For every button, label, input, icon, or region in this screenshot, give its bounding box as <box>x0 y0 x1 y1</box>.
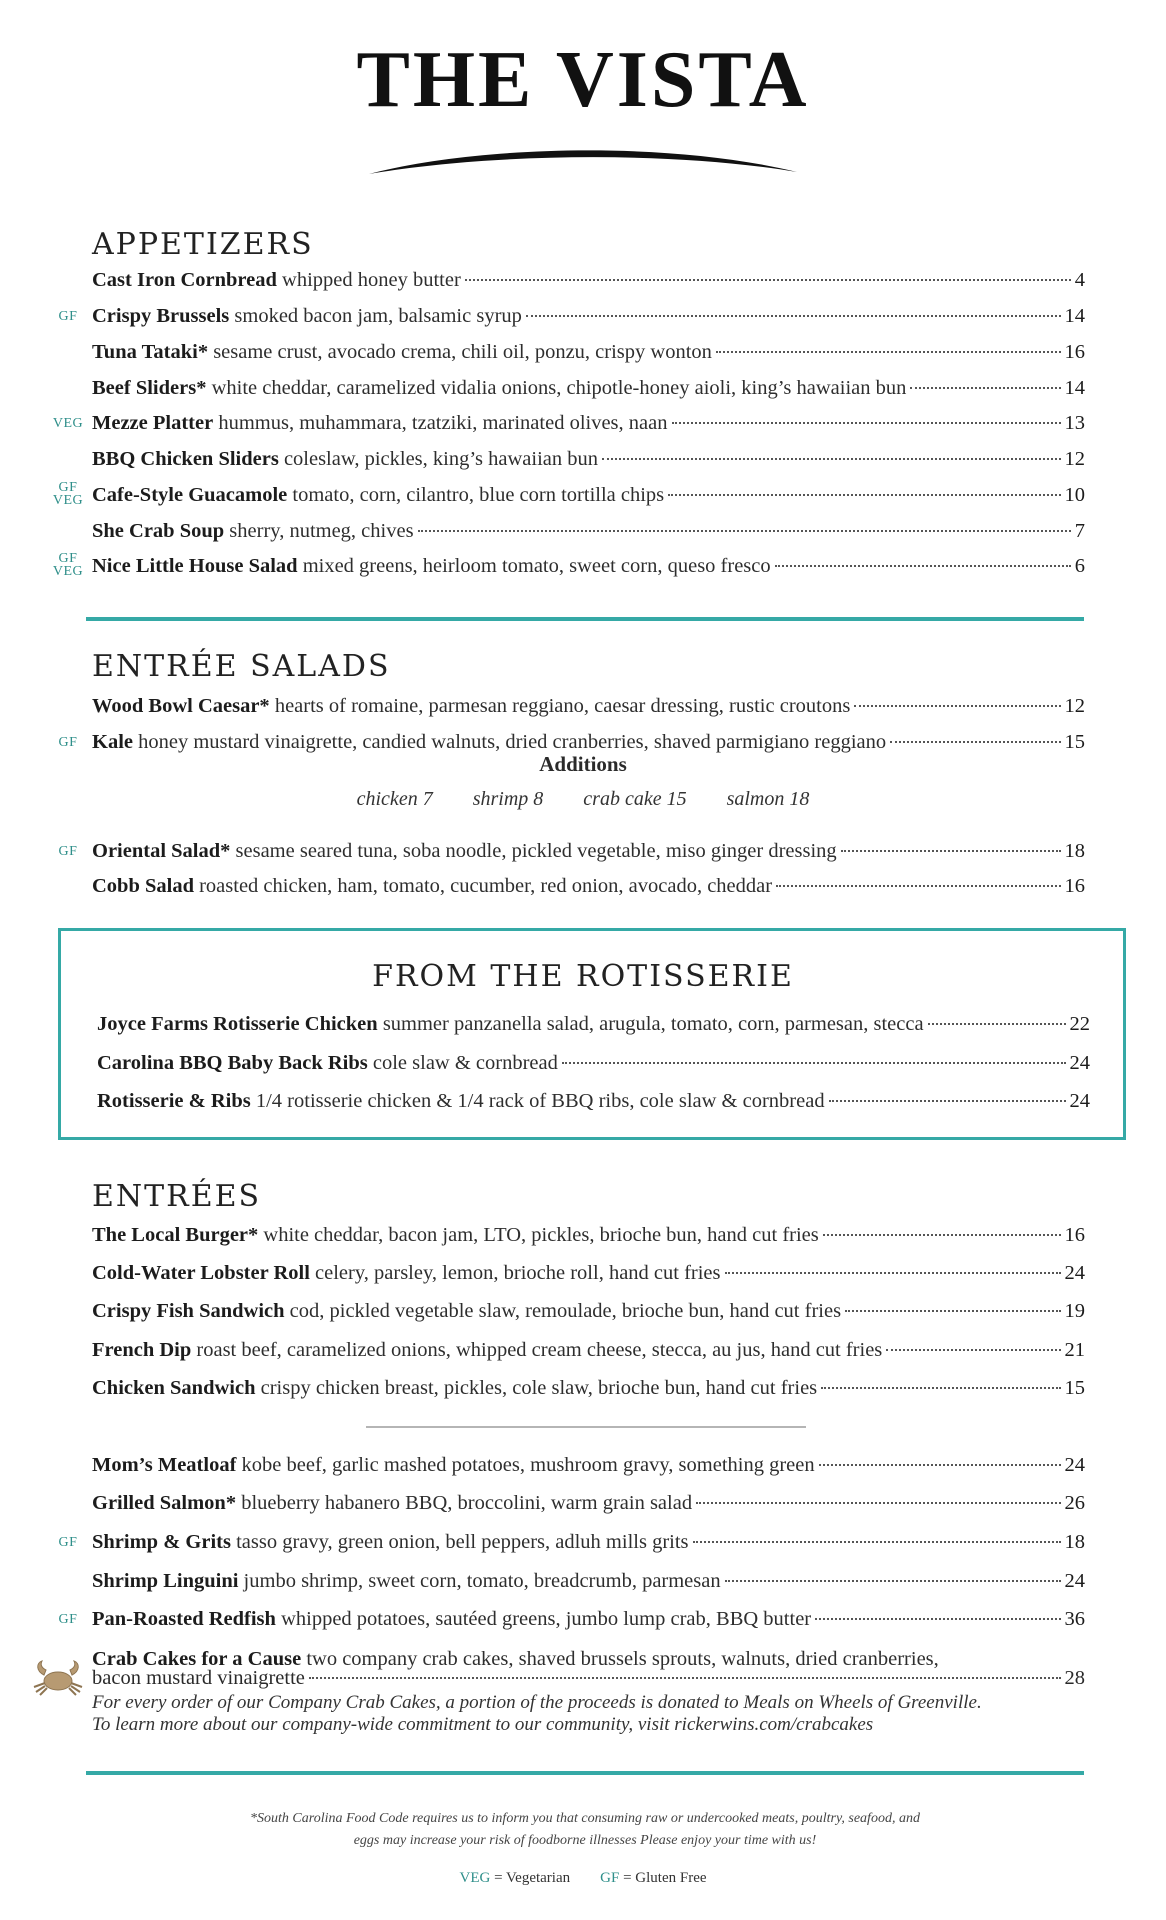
item-description: white cheddar, bacon jam, LTO, pickles, brioche bun, hand cut fries <box>263 1224 819 1246</box>
addition-item: crab cake 15 <box>583 788 687 810</box>
item-name: BBQ Chicken Sliders <box>92 448 279 470</box>
item-name: Cold-Water Lobster Roll <box>92 1262 310 1284</box>
dietary-tag: GF <box>58 1612 78 1627</box>
dot-leader <box>829 1100 1066 1102</box>
item-description: mixed greens, heirloom tomato, sweet corn, queso fresco <box>302 555 771 577</box>
dot-leader <box>465 279 1071 281</box>
item-name: Tuna Tataki* <box>92 341 209 363</box>
item-description: sesame seared tuna, soba noodle, pickled vegetable, miso ginger dressing <box>235 840 837 862</box>
menu-item-row <box>92 838 1085 864</box>
dot-leader <box>821 1387 1060 1389</box>
appetizers-heading: APPETIZERS <box>92 227 314 262</box>
item-name: Mezze Platter <box>92 412 214 434</box>
item-name: Beef Sliders* <box>92 377 207 399</box>
title-swoosh-ornament <box>365 140 801 178</box>
item-price: 18 <box>1064 1531 1085 1553</box>
item-name: Kale <box>92 731 133 753</box>
item-price: 24 <box>1069 1090 1090 1112</box>
dot-leader <box>841 850 1061 852</box>
item-description: tasso gravy, green onion, bell peppers, adluh mills grits <box>236 1531 689 1553</box>
item-price: 13 <box>1064 412 1085 434</box>
rotisserie-heading: FROM THE ROTISSERIE <box>372 959 794 994</box>
item-price: 36 <box>1064 1608 1085 1630</box>
item-name: Shrimp Linguini <box>92 1570 239 1592</box>
addition-item: chicken 7 <box>356 788 433 810</box>
item-name: Mom’s Meatloaf <box>92 1454 237 1476</box>
item-price: 14 <box>1064 377 1085 399</box>
crab-cakes-note: To learn more about our company-wide commitment to our community, visit rickerwins.com/crabcakes <box>92 1714 874 1735</box>
item-name: She Crab Soup <box>92 520 225 542</box>
item-name: Carolina BBQ Baby Back Ribs <box>97 1052 368 1074</box>
item-description: jumbo shrimp, sweet corn, tomato, breadcrumb, parmesan <box>243 1570 721 1592</box>
dot-leader <box>845 1310 1060 1312</box>
dot-leader <box>776 885 1060 887</box>
dot-leader <box>815 1618 1060 1620</box>
menu-item-row <box>92 1529 1085 1555</box>
addition-item: salmon 18 <box>726 788 810 810</box>
dot-leader <box>725 1272 1061 1274</box>
entrees-divider <box>366 1426 806 1428</box>
dot-leader <box>910 387 1060 389</box>
menu-item-row <box>92 873 1085 899</box>
dietary-tag: VEG <box>52 416 84 431</box>
item-description: sesame crust, avocado crema, chili oil, ponzu, crispy wonton <box>213 341 712 363</box>
dot-leader <box>696 1502 1060 1504</box>
item-price: 19 <box>1064 1300 1085 1322</box>
item-price: 15 <box>1064 1377 1085 1399</box>
dot-leader <box>526 315 1061 317</box>
menu-item-row <box>97 1050 1090 1076</box>
menu-item-row <box>92 303 1085 329</box>
dot-leader <box>890 741 1060 743</box>
item-price: 26 <box>1064 1492 1085 1514</box>
menu-item-row <box>92 1452 1085 1478</box>
entree-salads-heading: ENTRÉE SALADS <box>92 649 391 684</box>
item-description: celery, parsley, lemon, brioche roll, hand cut fries <box>315 1262 721 1284</box>
item-price: 12 <box>1064 695 1085 717</box>
item-price: 15 <box>1064 731 1085 753</box>
dietary-tag: GF <box>58 735 78 750</box>
additions-title: Additions <box>539 752 627 776</box>
addition-item: shrimp 8 <box>472 788 544 810</box>
item-description: whipped honey butter <box>282 269 461 291</box>
menu-item-row <box>92 375 1085 401</box>
item-price: 16 <box>1064 341 1085 363</box>
item-price: 6 <box>1074 555 1085 577</box>
item-description: smoked bacon jam, balsamic syrup <box>234 305 522 327</box>
item-name: Cobb Salad <box>92 875 194 897</box>
menu-item-row-continued <box>92 1665 1085 1691</box>
item-name: Oriental Salad* <box>92 840 231 862</box>
item-name: French Dip <box>92 1339 192 1361</box>
item-description: cole slaw & cornbread <box>372 1052 558 1074</box>
legend-item: VEG = Vegetarian <box>459 1870 571 1886</box>
item-price: 28 <box>1064 1667 1085 1689</box>
dot-leader <box>823 1234 1061 1236</box>
item-price: 7 <box>1074 520 1085 542</box>
item-description: tomato, corn, cilantro, blue corn tortilla chips <box>292 484 665 506</box>
item-description: 1/4 rotisserie chicken & 1/4 rack of BBQ ribs, cole slaw & cornbread <box>255 1090 825 1112</box>
menu-item-row <box>92 553 1085 579</box>
item-name: Cast Iron Cornbread <box>92 269 277 291</box>
item-name: The Local Burger* <box>92 1224 259 1246</box>
dot-leader <box>693 1541 1061 1543</box>
item-name: Wood Bowl Caesar* <box>92 695 270 717</box>
menu-item-row <box>92 446 1085 472</box>
item-description: kobe beef, garlic mashed potatoes, mushroom gravy, something green <box>241 1454 815 1476</box>
item-name: Rotisserie & Ribs <box>97 1090 251 1112</box>
menu-item-row <box>92 482 1085 508</box>
menu-item-row <box>92 1375 1085 1401</box>
dietary-tag: GF <box>58 1535 78 1550</box>
dot-leader <box>602 458 1060 460</box>
dot-leader <box>668 494 1060 496</box>
menu-item-row <box>92 410 1085 436</box>
item-description: two company crab cakes, shaved brussels sprouts, walnuts, dried cranberries, <box>306 1648 939 1670</box>
item-name: Crispy Fish Sandwich <box>92 1300 285 1322</box>
dietary-tag: GF <box>58 844 78 859</box>
dot-leader <box>886 1349 1060 1351</box>
item-description: sherry, nutmeg, chives <box>229 520 414 542</box>
item-price: 14 <box>1064 305 1085 327</box>
item-name: Chicken Sandwich <box>92 1377 256 1399</box>
item-description: coleslaw, pickles, king’s hawaiian bun <box>283 448 599 470</box>
menu-item-row <box>92 1260 1085 1286</box>
item-name: Cafe-Style Guacamole <box>92 484 288 506</box>
legend-item: GF = Gluten Free <box>600 1870 707 1886</box>
item-description: bacon mustard vinaigrette <box>92 1667 305 1689</box>
item-price: 24 <box>1064 1454 1085 1476</box>
item-price: 4 <box>1074 269 1085 291</box>
dot-leader <box>775 565 1071 567</box>
dot-leader <box>418 530 1071 532</box>
dot-leader <box>672 422 1061 424</box>
dot-leader <box>309 1677 1061 1679</box>
item-price: 22 <box>1069 1013 1090 1035</box>
item-description: summer panzanella salad, arugula, tomato, corn, parmesan, stecca <box>382 1013 924 1035</box>
menu-item-row <box>92 1568 1085 1594</box>
item-description: hummus, muhammara, tzatziki, marinated olives, naan <box>218 412 668 434</box>
dietary-tag: GF <box>58 309 78 324</box>
item-price: 21 <box>1064 1339 1085 1361</box>
item-price: 16 <box>1064 875 1085 897</box>
menu-item-row <box>92 267 1085 293</box>
food-code-disclaimer: *South Carolina Food Code requires us to inform you that consuming raw or undercooked meats, poultry, seafood, and eggs may increase your risk of foodborne illnesses Please enjoy your time with us! <box>250 1811 920 1848</box>
dietary-tag: GF VEG <box>52 480 84 508</box>
menu-item-row <box>92 693 1085 719</box>
item-description: roast beef, caramelized onions, whipped cream cheese, stecca, au jus, hand cut fries <box>196 1339 883 1361</box>
item-price: 12 <box>1064 448 1085 470</box>
dot-leader <box>725 1580 1061 1582</box>
menu-item-row <box>92 339 1085 365</box>
item-price: 24 <box>1064 1262 1085 1284</box>
item-price: 18 <box>1064 840 1085 862</box>
menu-item-row <box>97 1011 1090 1037</box>
additions-list <box>0 788 1166 811</box>
crab-icon <box>30 1657 86 1697</box>
item-description: hearts of romaine, parmesan reggiano, caesar dressing, rustic croutons <box>274 695 851 717</box>
dot-leader <box>928 1023 1066 1025</box>
item-description: honey mustard vinaigrette, candied walnuts, dried cranberries, shaved parmigiano reggiano <box>138 731 887 753</box>
item-description: roasted chicken, ham, tomato, cucumber, red onion, avocado, cheddar <box>199 875 773 897</box>
item-description: whipped potatoes, sautéed greens, jumbo lump crab, BBQ butter <box>281 1608 812 1630</box>
item-name: Pan-Roasted Redfish <box>92 1608 276 1630</box>
menu-item-row <box>92 1337 1085 1363</box>
item-name: Nice Little House Salad <box>92 555 298 577</box>
item-description: cod, pickled vegetable slaw, remoulade, brioche bun, hand cut fries <box>289 1300 842 1322</box>
menu-item-row <box>92 1490 1085 1516</box>
crab-cakes-note: For every order of our Company Crab Cakes, a portion of the proceeds is donated to Meals on Wheels of Greenville. <box>92 1692 982 1713</box>
item-name: Shrimp & Grits <box>92 1531 231 1553</box>
item-price: 10 <box>1064 484 1085 506</box>
section-divider <box>86 1771 1084 1775</box>
item-name: Crispy Brussels <box>92 305 230 327</box>
item-description: white cheddar, caramelized vidalia onions, chipotle-honey aioli, king’s hawaiian bun <box>211 377 907 399</box>
dot-leader <box>562 1062 1066 1064</box>
dietary-tag: GF VEG <box>52 551 84 579</box>
dot-leader <box>854 705 1060 707</box>
restaurant-title: THE VISTA <box>356 36 810 124</box>
item-price: 16 <box>1064 1224 1085 1246</box>
item-description: blueberry habanero BBQ, broccolini, warm grain salad <box>241 1492 693 1514</box>
item-name: Joyce Farms Rotisserie Chicken <box>97 1013 378 1035</box>
dot-leader <box>716 351 1061 353</box>
menu-item-row <box>92 1298 1085 1324</box>
menu-item-row <box>92 518 1085 544</box>
item-name: Grilled Salmon* <box>92 1492 237 1514</box>
section-divider <box>86 617 1084 621</box>
menu-item-row <box>92 1222 1085 1248</box>
item-description: crispy chicken breast, pickles, cole slaw, brioche bun, hand cut fries <box>260 1377 818 1399</box>
menu-item-row <box>92 1606 1085 1632</box>
entrees-heading: ENTRÉES <box>92 1179 262 1214</box>
item-price: 24 <box>1064 1570 1085 1592</box>
dot-leader <box>819 1464 1061 1466</box>
legend <box>0 1870 1166 1887</box>
menu-item-row <box>97 1088 1090 1114</box>
item-name: Crab Cakes for a Cause <box>92 1648 302 1670</box>
item-price: 24 <box>1069 1052 1090 1074</box>
